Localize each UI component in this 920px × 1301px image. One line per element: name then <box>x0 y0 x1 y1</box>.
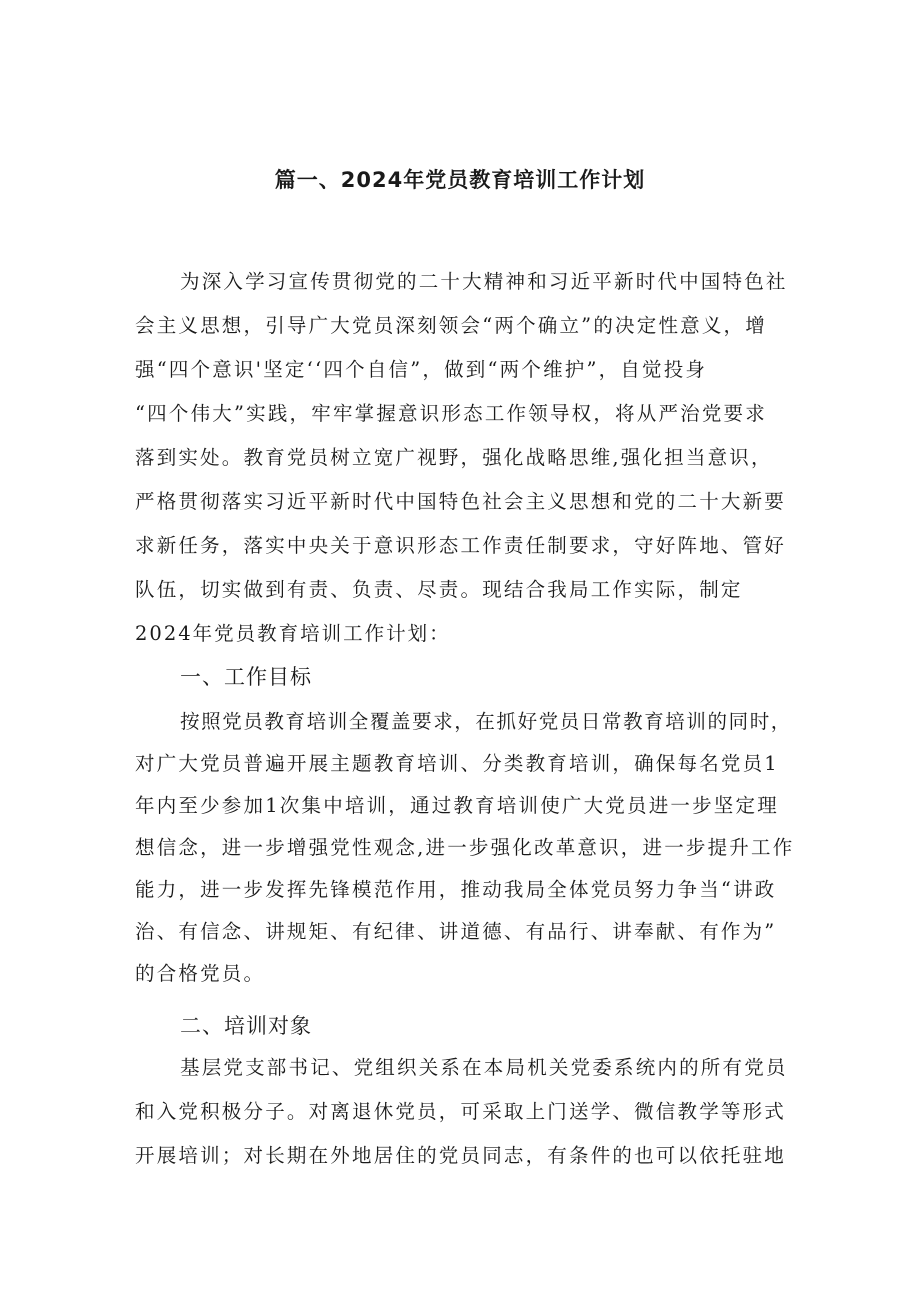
paragraph-line: 基层党支部书记、党组织关系在本局机关党委系统内的所有党员 <box>180 1056 788 1079</box>
paragraph-line: 对广大党员普遍开展主题教育培训、分类教育培训，确保每名党员1 <box>135 752 779 775</box>
section-heading-targets: 二、培训对象 <box>180 1014 312 1038</box>
paragraph-line: 开展培训；对长期在外地居住的党员同志，有条件的也可以依托驻地 <box>135 1144 787 1167</box>
section-heading-goals: 一、工作目标 <box>180 665 312 689</box>
paragraph-line: 年内至少参加1次集中培训，通过教育培训使广大党员进一步坚定理 <box>135 794 779 817</box>
paragraph-line: 想信念，进一步增强党性观念,进一步强化改革意识，进一步提升工作 <box>135 836 795 859</box>
paragraph-line: 强“四个意识'坚定‘‘四个自信”，做到“两个维护”，自觉投身 <box>135 358 708 381</box>
paragraph-line: 队伍，切实做到有责、负责、尽责。现结合我局工作实际，制定 <box>135 578 743 601</box>
paragraph-line: 和入党积极分子。对离退休党员，可采取上门送学、微信教学等形式 <box>135 1100 787 1123</box>
document-title: 篇一、2024年党员教育培训工作计划 <box>274 168 646 192</box>
paragraph-line: 能力，进一步发挥先锋模范作用，推动我局全体党员努力争当“讲政 <box>135 878 777 901</box>
paragraph-line: 为深入学习宣传贯彻党的二十大精神和习近平新时代中国特色社 <box>180 270 788 293</box>
paragraph-line: 会主义思想，引导广大党员深刻领会“两个确立”的决定性意义，增 <box>135 314 767 337</box>
paragraph-line: 按照党员教育培训全覆盖要求，在抓好党员日常教育培训的同时， <box>180 710 792 733</box>
paragraph-line: 2024年党员教育培训工作计划： <box>135 622 451 645</box>
paragraph-line: 落到实处。教育党员树立宽广视野，强化战略思维,强化担当意识， <box>135 446 773 469</box>
paragraph-line: 治、有信念、讲规矩、有纪律、讲道德、有品行、讲奉献、有作为” <box>135 920 777 943</box>
paragraph-line: “四个伟大”实践，牢牢掌握意识形态工作领导权，将从严治党要求 <box>135 402 767 425</box>
paragraph-line: 求新任务，落实中央关于意识形态工作责任制要求，守好阵地、管好 <box>135 534 787 557</box>
paragraph-line: 的合格党员。 <box>135 962 266 985</box>
paragraph-line: 严格贯彻落实习近平新时代中国特色社会主义思想和党的二十大新要 <box>135 490 787 513</box>
